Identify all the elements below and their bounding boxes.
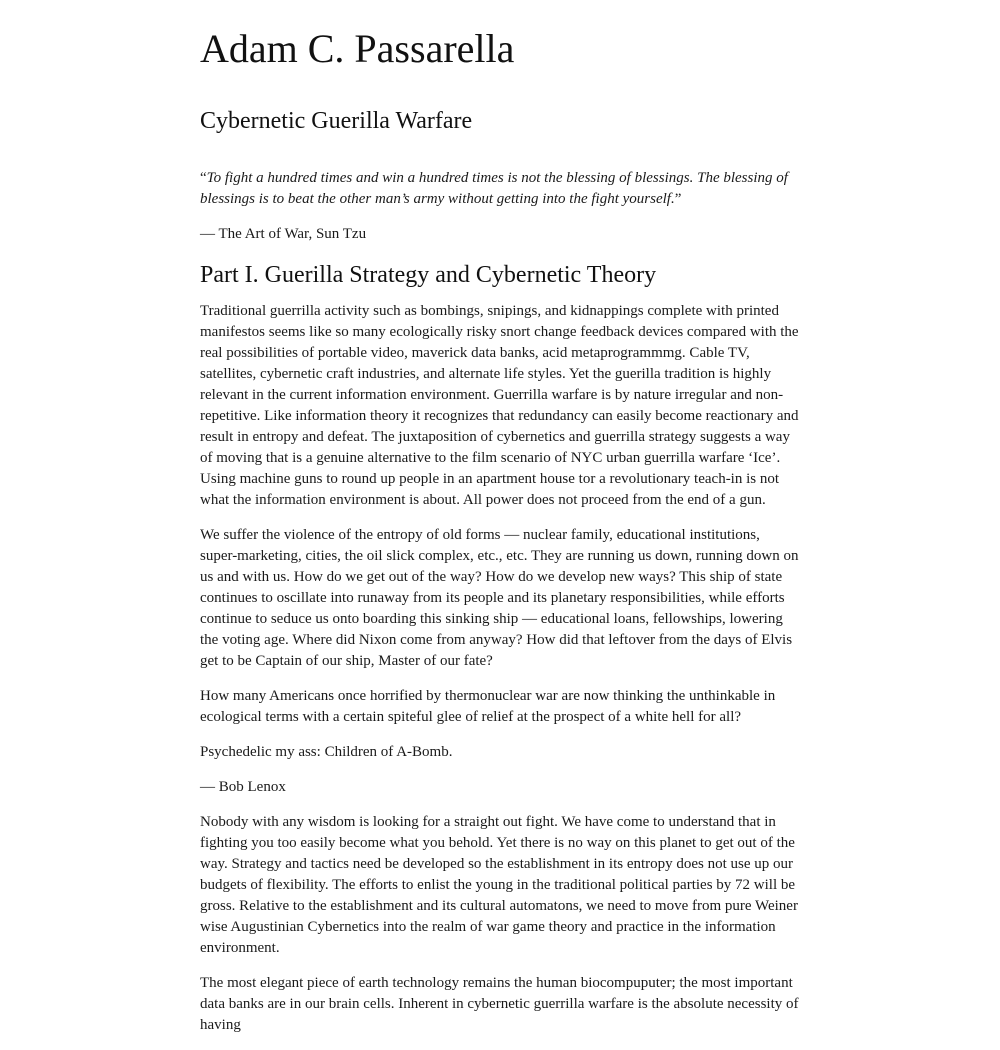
paragraph: We suffer the violence of the entropy of old forms — nuclear family, educational institutions, super-marketing, cities, the oil slick complex, etc., etc. They are running us down, running down on us and with us. How do we get out of the way? How do we develop new ways? This ship of state continues to oscillate into runaway from its people and its planetary responsibilities, while efforts continue to seduce us onto boarding this sinking ship — educational loans, fellowships, lowering the voting age. Where did Nixon come from anyway? How did that leftover from the days of Elvis get to be Captain of our ship, Master of our fate?: [200, 527, 799, 669]
epigraph-quote: [200, 168, 800, 210]
epigraph-open-quote: “: [200, 170, 207, 186]
post-content: [200, 168, 800, 1050]
epigraph-text: To fight a hundred times and win a hundred times is not the blessing of blessings. The blessing of blessings is to beat the other man’s army without getting into the fight yourself.: [200, 170, 788, 207]
paragraph: How many Americans once horrified by thermonuclear war are now thinking the unthinkable in ecological terms with a certain spiteful glee of relief at the prospect of a white hell for all?: [200, 688, 776, 725]
site-title[interactable]: Adam C. Passarella: [200, 26, 515, 71]
quote-attribution: — Bob Lenox: [200, 779, 286, 795]
paragraph: The most elegant piece of earth technology remains the human biocompuputer; the most important data banks are in our brain cells. Inherent in cybernetic guerrilla warfare is the absolute necessity of having: [200, 975, 799, 1033]
quote-line: Psychedelic my ass: Children of A-Bomb.: [200, 744, 453, 760]
paragraph: Traditional guerrilla activity such as bombings, snipings, and kidnappings complete with printed manifestos seems like so many ecologically risky snort change feedback devices compared with the real possibilities of portable video, maverick data banks, acid metaprogrammmg. Cable TV, satellites, cybernetic craft industries, and alternate life styles. Yet the guerilla tradition is highly relevant in the current information environment. Guerrilla warfare is by nature irregular and non-repetitive. Like information theory it recognizes that redundancy can easily become reactionary and result in entropy and defeat. The juxtaposition of cybernetics and guerrilla strategy suggests a way of moving that is a genuine alternative to the film scenario of NYC urban guerrilla warfare ‘Ice’. Using machine guns to round up people in an apartment house tor a revolutionary teach-in is not what the information environment is about. All power does not proceed from the end of a gun.: [200, 303, 799, 508]
post-title: Cybernetic Guerilla Warfare: [200, 108, 473, 134]
section-heading: Part I. Guerilla Strategy and Cybernetic Theory: [200, 262, 657, 288]
epigraph-close-quote: ”: [674, 191, 682, 207]
epigraph-attribution: — The Art of War, Sun Tzu: [200, 226, 367, 242]
paragraph: Nobody with any wisdom is looking for a straight out fight. We have come to understand that in fighting you too easily become what you behold. Yet there is no way on this planet to get out of the way. Strategy and tactics need be developed so the establishment in its entropy does not use up our budgets of flexibility. The efforts to enlist the young in the traditional political parties by 72 will be gross. Relative to the establishment and its cultural automatons, we need to move from pure Weiner wise Augustinian Cybernetics into the realm of war game theory and practice in the information environment.: [200, 814, 798, 956]
